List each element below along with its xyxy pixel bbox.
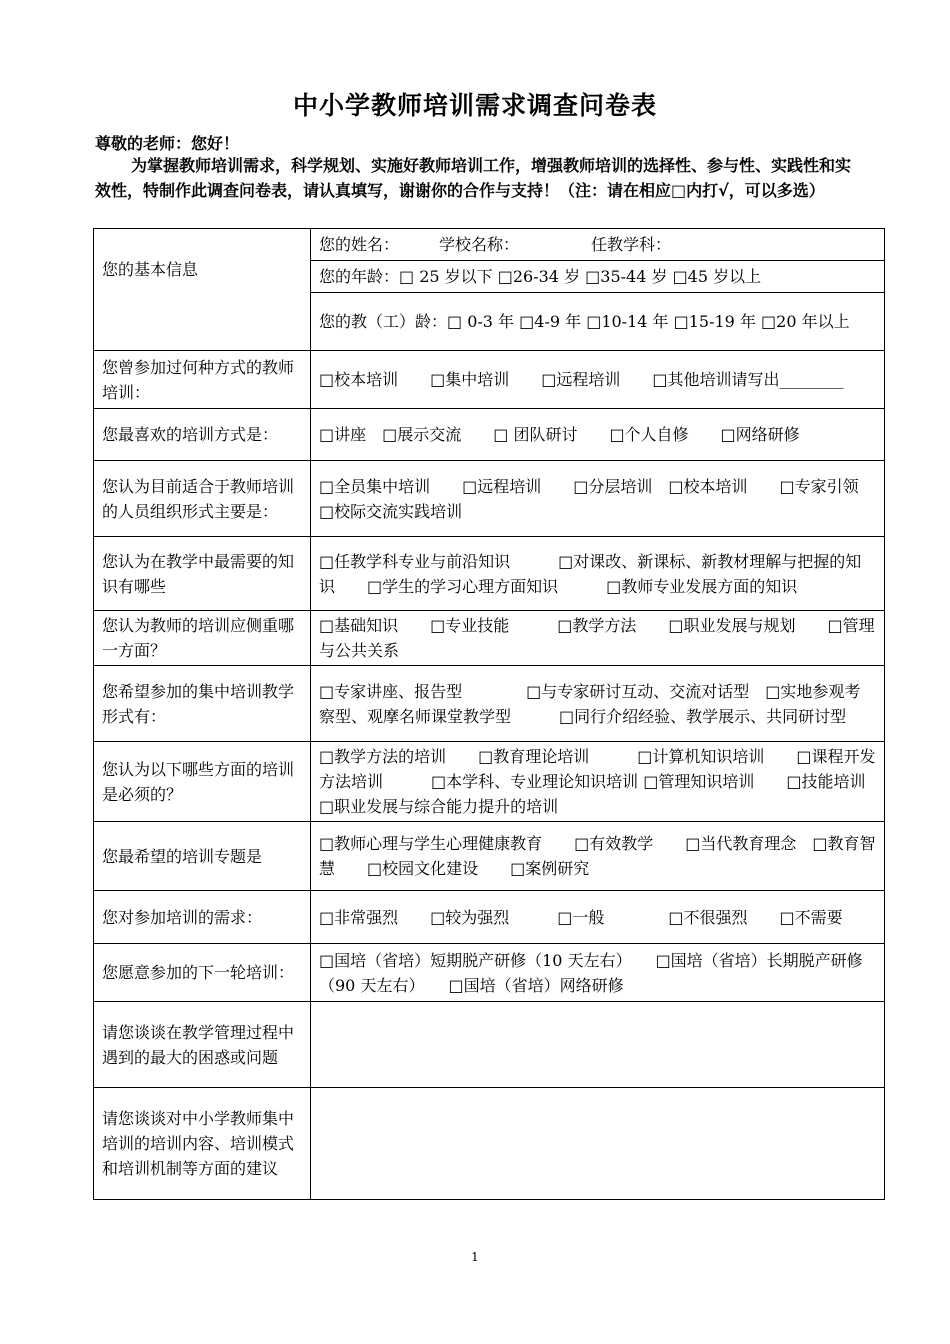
page-number: 1: [471, 1250, 479, 1264]
teaching-years-row[interactable]: 您的教（工）龄：□ 0-3 年 □4-9 年 □10-14 年 □15-19 年 □20 年以上: [311, 293, 885, 351]
question-options[interactable]: □基础知识 □专业技能 □教学方法 □职业发展与规划 □管理与公共关系: [311, 611, 885, 666]
greeting: 尊敬的老师：您好！: [95, 134, 240, 153]
answer-area[interactable]: [311, 1088, 885, 1200]
question-options[interactable]: □任教学科专业与前沿知识 □对课改、新课标、新教材理解与把握的知识 □学生的学习心理方面知识 □教师专业发展方面的知识: [311, 537, 885, 611]
basic-info-label: 您的基本信息: [94, 229, 311, 351]
question-label: 您愿意参加的下一轮培训：: [94, 944, 311, 1002]
question-options[interactable]: □教师心理与学生心理健康教育 □有效教学 □当代教育理念 □教育智慧 □校园文化建设 □案例研究: [311, 822, 885, 891]
question-label: 您认为目前适合于教师培训的人员组织形式主要是：: [94, 461, 311, 537]
question-options[interactable]: □教学方法的培训 □教育理论培训 □计算机知识培训 □课程开发方法培训 □本学科、专业理论知识培训 □管理知识培训 □技能培训 □职业发展与综合能力提升的培训: [311, 742, 885, 822]
age-row[interactable]: 您的年龄：□ 25 岁以下 □26-34 岁 □35-44 岁 □45 岁以上: [311, 261, 885, 293]
answer-area[interactable]: [311, 1002, 885, 1088]
question-label: 您认为教师的培训应侧重哪一方面？: [94, 611, 311, 666]
question-options[interactable]: □国培（省培）短期脱产研修（10 天左右） □国培（省培）长期脱产研修（90 天左右） □国培（省培）网络研修: [311, 944, 885, 1002]
question-label: 您最希望的培训专题是: [94, 822, 311, 891]
question-options[interactable]: □专家讲座、报告型 □与专家研讨互动、交流对话型 □实地参观考察型、观摩名师课堂教学型 □同行介绍经验、教学展示、共同研讨型: [311, 666, 885, 742]
question-label: 请您谈谈对中小学教师集中培训的培训内容、培训模式和培训机制等方面的建议: [94, 1088, 311, 1200]
question-label: 您认为在教学中最需要的知识有哪些: [94, 537, 311, 611]
question-label: 您希望参加的集中培训教学形式有：: [94, 666, 311, 742]
question-label: 您曾参加过何种方式的教师培训：: [94, 351, 311, 409]
question-label: 您最喜欢的培训方式是：: [94, 409, 311, 461]
survey-table: [93, 228, 898, 1200]
question-options[interactable]: □讲座 □展示交流 □ 团队研讨 □个人自修 □网络研修: [311, 409, 885, 461]
question-label: 您认为以下哪些方面的培训是必须的？: [94, 742, 311, 822]
question-label: 您对参加培训的需求：: [94, 891, 311, 944]
question-options[interactable]: □校本培训 □集中培训 □远程培训 □其他培训请写出________: [311, 351, 885, 409]
question-options[interactable]: □非常强烈 □较为强烈 □一般 □不很强烈 □不需要: [311, 891, 885, 944]
question-label: 请您谈谈在教学管理过程中遇到的最大的困惑或问题: [94, 1002, 311, 1088]
page-title: 中小学教师培训需求调查问卷表: [292, 91, 657, 120]
name-school-subject-row[interactable]: 您的姓名： 学校名称： 任教学科：: [311, 229, 885, 261]
intro-paragraph: 为掌握教师培训需求，科学规划、实施好教师培训工作，增强教师培训的选择性、参与性、实践性和实效性，特制作此调查问卷表，请认真填写，谢谢你的合作与支持！（注：请在相应□内打√，可以多选）: [95, 156, 852, 200]
question-options[interactable]: □全员集中培训 □远程培训 □分层培训 □校本培训 □专家引领 □校际交流实践培训: [311, 461, 885, 537]
